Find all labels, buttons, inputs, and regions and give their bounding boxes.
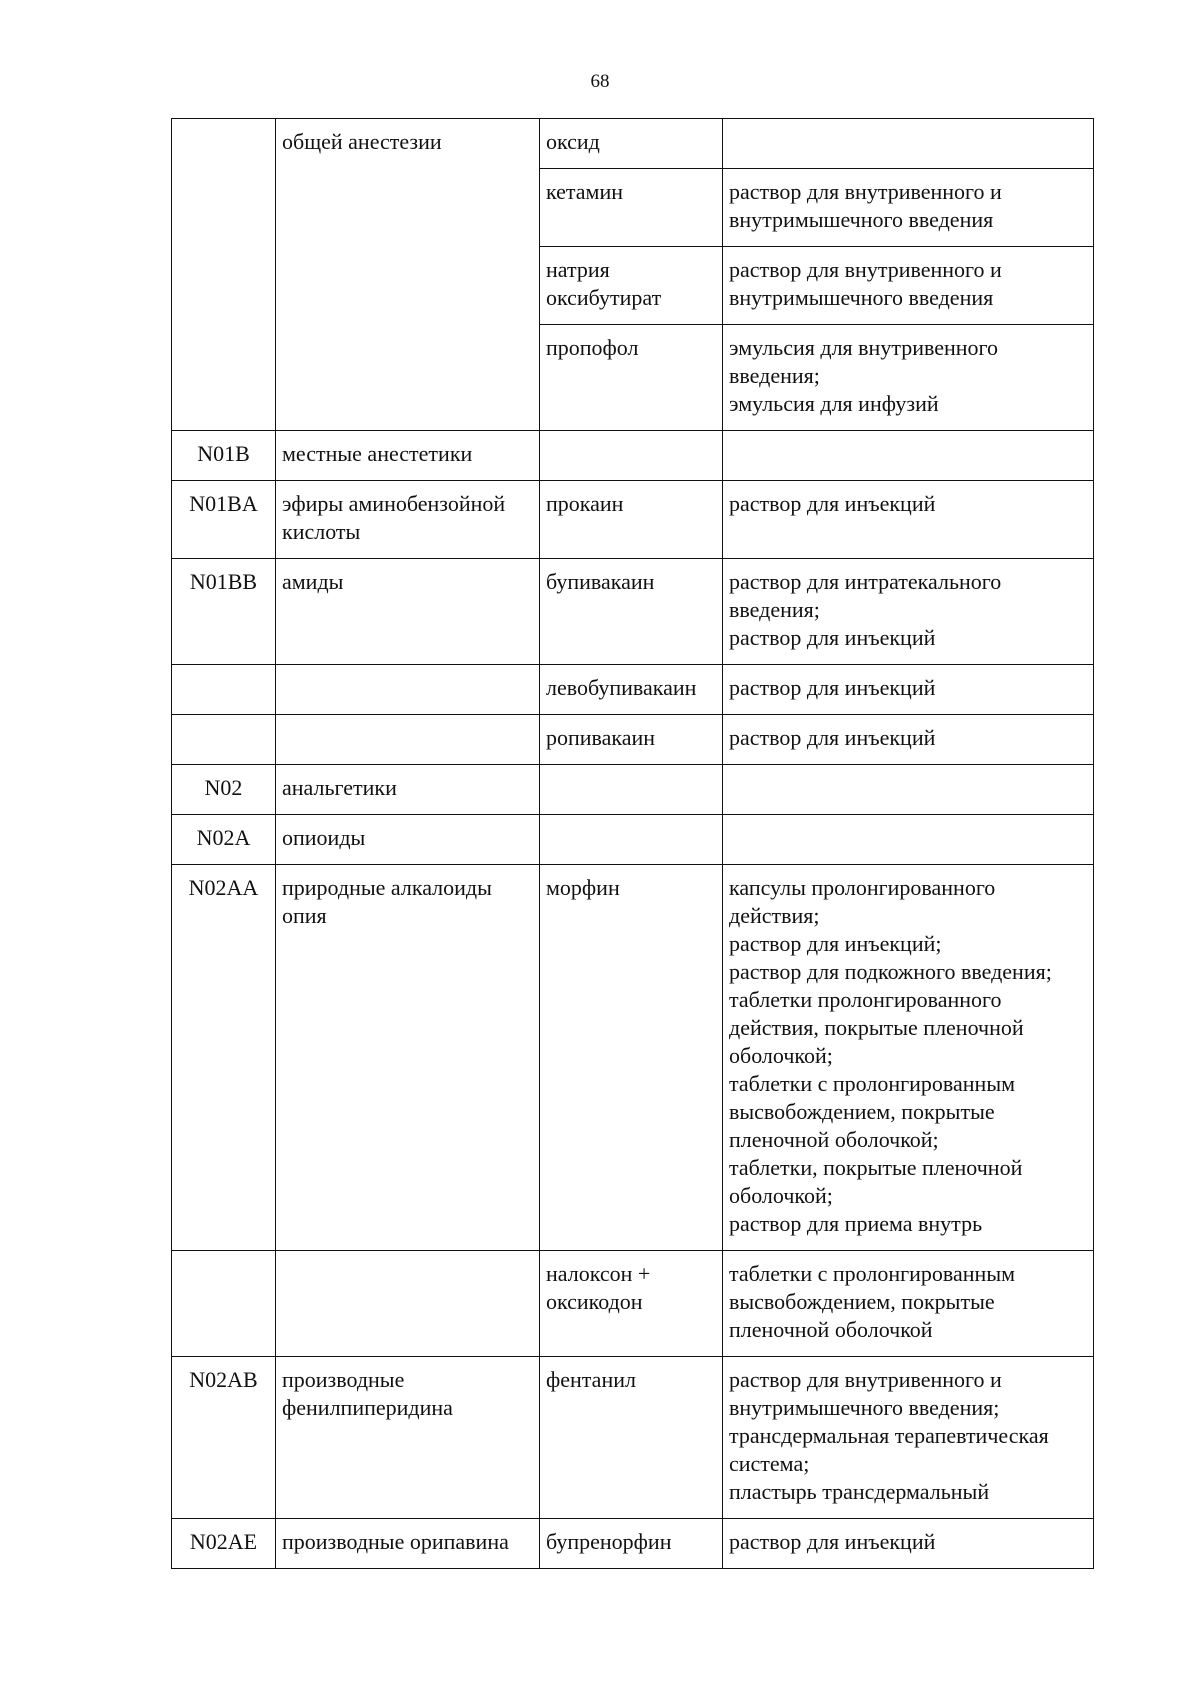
form-cell <box>723 1519 1094 1569</box>
dosage-form-line: эмульсия для инфузий <box>729 391 939 416</box>
table-row <box>172 431 1094 481</box>
dosage-form-line: таблетки с пролонгированным высвобождением, покрытые пленочной оболочкой; <box>729 1071 1016 1152</box>
drug-cell: налоксон + оксикодон <box>540 1251 723 1357</box>
drug-cell: фентанил <box>540 1357 723 1519</box>
form-cell <box>723 865 1094 1251</box>
atc-code-cell: N02AB <box>172 1357 276 1519</box>
drug-cell: кетамин <box>540 169 723 247</box>
table-row <box>172 765 1094 815</box>
table-body <box>172 119 1094 1569</box>
table-row <box>172 1357 1094 1519</box>
form-cell <box>723 815 1094 865</box>
dosage-form-line: раствор для инъекций <box>729 625 936 650</box>
dosage-form-line: раствор для внутривенного и внутримышечного введения <box>729 179 1002 232</box>
atc-code-cell: N01B <box>172 431 276 481</box>
dosage-form-line: раствор для интратекального введения; <box>729 569 1002 622</box>
form-cell <box>723 431 1094 481</box>
dosage-form-line: пластырь трансдермальный <box>729 1479 990 1504</box>
group-cell: опиоиды <box>276 815 540 865</box>
form-cell <box>723 481 1094 559</box>
group-cell: природные алкалоиды опия <box>276 865 540 1251</box>
drug-cell <box>540 815 723 865</box>
table-row <box>172 481 1094 559</box>
atc-code-cell: N02A <box>172 815 276 865</box>
form-cell <box>723 765 1094 815</box>
dosage-form-line: эмульсия для внутривенного введения; <box>729 335 999 388</box>
dosage-form-line: раствор для приема внутрь <box>729 1211 983 1236</box>
table-row <box>172 1519 1094 1569</box>
form-cell <box>723 715 1094 765</box>
dosage-form-line: трансдермальная терапевтическая система; <box>729 1423 1049 1476</box>
dosage-form-line: раствор для инъекций <box>729 675 936 700</box>
group-cell: анальгетики <box>276 765 540 815</box>
form-cell <box>723 1251 1094 1357</box>
group-cell: местные анестетики <box>276 431 540 481</box>
dosage-form-line: таблетки пролонгированного действия, покрытые пленочной оболочкой; <box>729 987 1024 1068</box>
drug-cell: оксид <box>540 119 723 169</box>
drug-cell <box>540 431 723 481</box>
atc-code-cell: N02 <box>172 765 276 815</box>
table-row <box>172 119 1094 169</box>
form-cell <box>723 1357 1094 1519</box>
table-row <box>172 715 1094 765</box>
drug-cell: прокаин <box>540 481 723 559</box>
group-cell: общей анестезии <box>276 119 540 431</box>
drug-cell: левобупивакаин <box>540 665 723 715</box>
dosage-form-line: раствор для внутривенного и внутримышечного введения <box>729 257 1002 310</box>
form-cell <box>723 119 1094 169</box>
table-row <box>172 815 1094 865</box>
drug-cell: натрия оксибутират <box>540 247 723 325</box>
dosage-form-line: раствор для инъекций <box>729 491 936 516</box>
atc-code-cell <box>172 715 276 765</box>
drug-cell <box>540 765 723 815</box>
atc-code-cell <box>172 119 276 431</box>
form-cell <box>723 665 1094 715</box>
table-row <box>172 865 1094 1251</box>
drug-cell: бупивакаин <box>540 559 723 665</box>
atc-code-cell: N01BB <box>172 559 276 665</box>
group-cell: амиды <box>276 559 540 665</box>
group-cell: производные орипавина <box>276 1519 540 1569</box>
page-number: 68 <box>590 71 610 92</box>
atc-code-cell: N02AA <box>172 865 276 1251</box>
group-cell <box>276 665 540 715</box>
group-cell: производные фенилпиперидина <box>276 1357 540 1519</box>
dosage-form-line: капсулы пролонгированного действия; <box>729 875 996 928</box>
drug-cell: морфин <box>540 865 723 1251</box>
drug-cell: ропивакаин <box>540 715 723 765</box>
group-cell <box>276 715 540 765</box>
group-cell: эфиры аминобензойной кислоты <box>276 481 540 559</box>
dosage-form-line: раствор для внутривенного и внутримышечного введения; <box>729 1367 1002 1420</box>
form-cell <box>723 325 1094 431</box>
dosage-form-line: раствор для инъекций <box>729 725 936 750</box>
drug-cell: пропофол <box>540 325 723 431</box>
atc-code-cell: N01BA <box>172 481 276 559</box>
dosage-form-line: раствор для инъекций; <box>729 931 942 956</box>
drug-cell: бупренорфин <box>540 1519 723 1569</box>
table-row <box>172 665 1094 715</box>
dosage-form-line: раствор для подкожного введения; <box>729 959 1052 984</box>
dosage-form-line: раствор для инъекций <box>729 1529 936 1554</box>
table-row <box>172 1251 1094 1357</box>
atc-code-cell <box>172 1251 276 1357</box>
atc-code-cell <box>172 665 276 715</box>
dosage-form-line: таблетки с пролонгированным высвобождением, покрытые пленочной оболочкой <box>729 1261 1016 1342</box>
drug-table <box>171 118 1094 1569</box>
atc-code-cell: N02AE <box>172 1519 276 1569</box>
form-cell <box>723 247 1094 325</box>
table-row <box>172 559 1094 665</box>
form-cell <box>723 559 1094 665</box>
group-cell <box>276 1251 540 1357</box>
form-cell <box>723 169 1094 247</box>
dosage-form-line: таблетки, покрытые пленочной оболочкой; <box>729 1155 1023 1208</box>
